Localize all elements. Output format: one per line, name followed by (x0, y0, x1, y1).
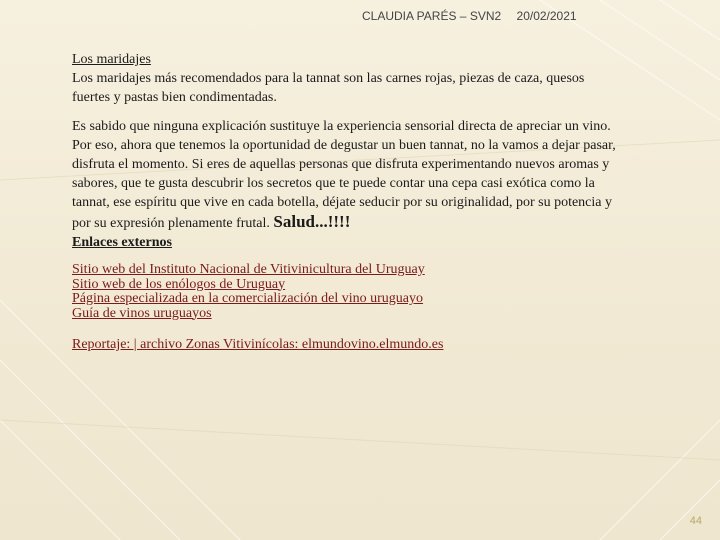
link-comercializacion-vino[interactable]: Página especializada en la comercialización del vino uruguayo (72, 291, 424, 306)
link-guia-vinos[interactable]: Guía de vinos uruguayos (72, 305, 212, 321)
paragraph-3-text: Por eso, ahora que tenemos la oportunidad de degustar un buen tannat, no la vamos a dejar pasar, disfruta el momento. Si eres de aquellas personas que disfruta experimentando nuevos aromas y sabores, que te gusta descubrir los secretos que te puede contar una cepa casi exótica como la tannat, ese espíritu que vive en cada botella, déjate seducir por su originalidad, por su potencia y por su expresión plenamente frutal. (72, 138, 616, 231)
slide-header (362, 9, 577, 23)
enlaces-title: Enlaces externos (72, 235, 172, 250)
maridajes-paragraph-2: Es sabido que ninguna explicación sustituye la experiencia sensorial directa de apreciar un vino. (72, 119, 611, 134)
external-links-list (72, 263, 624, 321)
author-label: CLAUDIA PARÉS – SVN2 (362, 9, 502, 23)
link-enologos-uruguay[interactable]: Sitio web de los enólogos de Uruguay (72, 276, 286, 292)
slide-content (72, 50, 624, 354)
page-number: 44 (689, 515, 702, 527)
maridajes-title: Los maridajes (72, 52, 151, 67)
spacer (72, 107, 624, 117)
salud-closing: Salud...!!!! (273, 212, 351, 231)
reportaje-section (72, 335, 624, 354)
link-reportaje[interactable]: Reportaje: | archivo Zonas Vitivinícolas: elmundovino.elmundo.es (72, 337, 444, 352)
maridajes-paragraph-1: Los maridajes más recomendados para la tannat son las carnes rojas, piezas de caza, quesos fuertes y pastas bien condimentadas. (72, 71, 585, 105)
link-instituto-vitivinicultura[interactable]: Sitio web del Instituto Nacional de Vitivinicultura del Uruguay (72, 262, 425, 277)
date-label: 20/02/2021 (516, 9, 577, 23)
maridajes-paragraph-3 (72, 136, 624, 233)
